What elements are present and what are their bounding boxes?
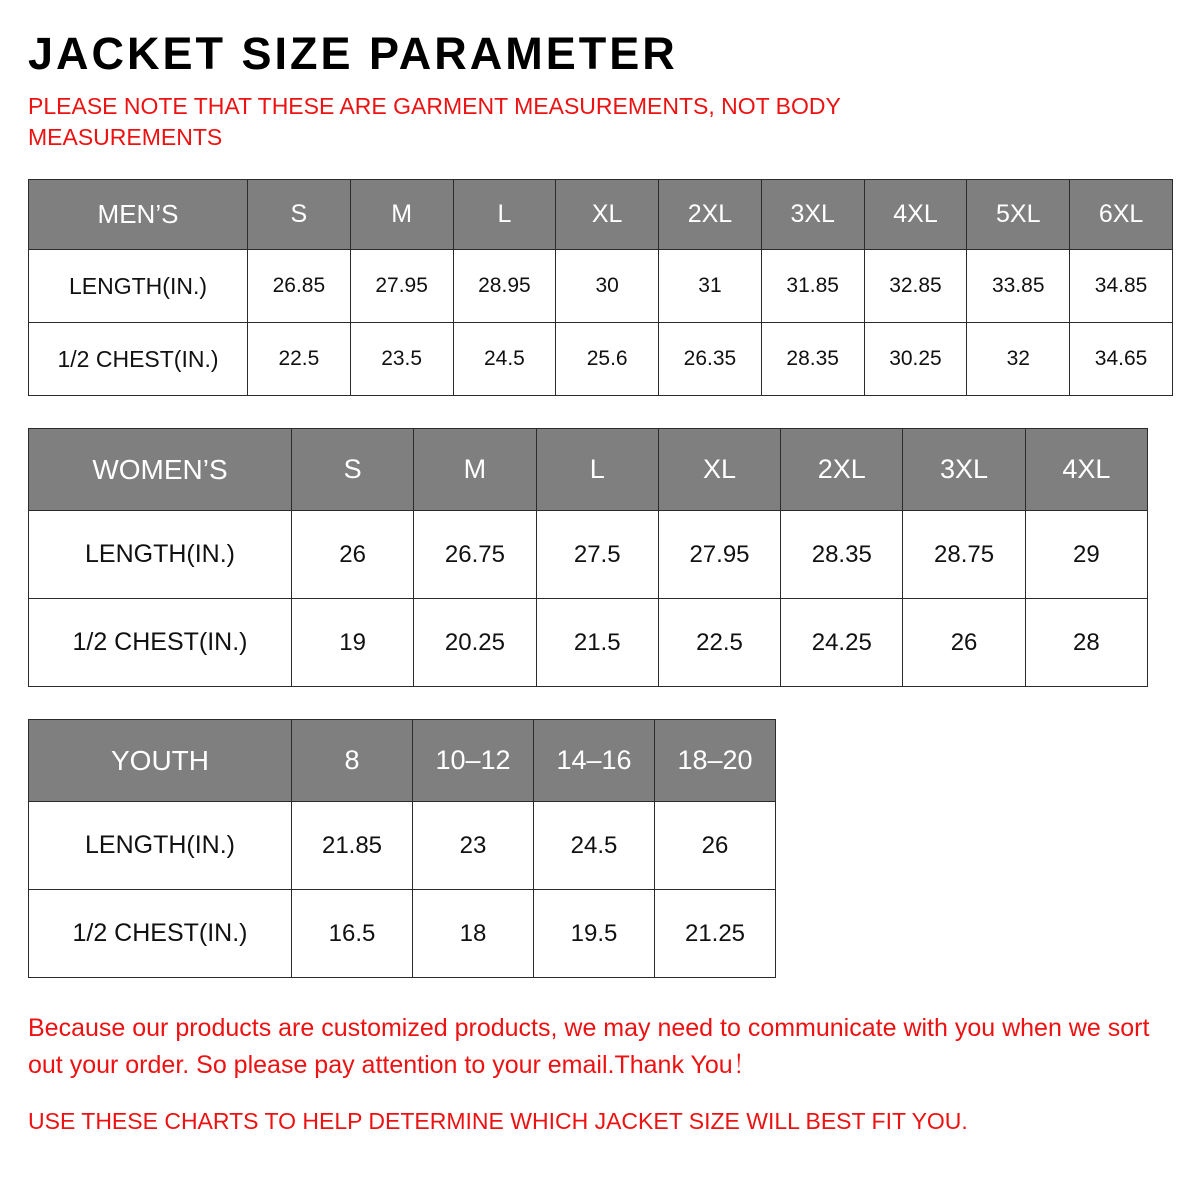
measurement-cell: 18 — [413, 890, 534, 978]
measurement-cell: 31 — [659, 250, 762, 323]
measurement-cell: 26 — [903, 599, 1025, 687]
chart-usage-note: USE THESE CHARTS TO HELP DETERMINE WHICH JACKET SIZE WILL BEST FIT YOU. — [28, 1107, 968, 1134]
size-header-cell: 2XL — [781, 429, 903, 511]
size-header-cell: 5XL — [967, 180, 1070, 250]
measurement-cell: 22.5 — [248, 323, 351, 396]
womens-table-body — [29, 429, 1148, 687]
measurement-cell: 26 — [655, 802, 776, 890]
row-label: LENGTH(IN.) — [29, 250, 248, 323]
measurement-cell: 26.35 — [659, 323, 762, 396]
page-title: JACKET SIZE PARAMETER — [28, 28, 678, 79]
row-label: LENGTH(IN.) — [29, 511, 292, 599]
measurement-cell: 32.85 — [864, 250, 967, 323]
measurement-cell: 26.85 — [248, 250, 351, 323]
table-row — [29, 250, 1173, 323]
measurement-cell: 34.85 — [1070, 250, 1173, 323]
table-row — [29, 599, 1148, 687]
mens-size-table — [28, 179, 1173, 396]
measurement-cell: 24.5 — [453, 323, 556, 396]
measurement-cell: 32 — [967, 323, 1070, 396]
measurement-note: PLEASE NOTE THAT THESE ARE GARMENT MEASUREMENTS, NOT BODY MEASUREMENTS — [28, 93, 841, 151]
size-header-cell: S — [248, 180, 351, 250]
table-header-row — [29, 180, 1173, 250]
row-label: 1/2 CHEST(IN.) — [29, 323, 248, 396]
size-header-cell: S — [292, 429, 414, 511]
mens-table-body — [29, 180, 1173, 396]
size-header-cell: 18–20 — [655, 720, 776, 802]
mens-table-label: MEN’S — [29, 180, 248, 250]
table-header-row — [29, 720, 776, 802]
measurement-cell: 21.25 — [655, 890, 776, 978]
size-header-cell: 8 — [292, 720, 413, 802]
measurement-cell: 28.75 — [903, 511, 1025, 599]
row-label: 1/2 CHEST(IN.) — [29, 890, 292, 978]
measurement-cell: 21.85 — [292, 802, 413, 890]
measurement-cell: 23.5 — [350, 323, 453, 396]
table-row — [29, 511, 1148, 599]
customization-note: Because our products are customized products, we may need to communicate with you when we sort out your order. So please pay attention to your email.Thank You！ — [28, 1014, 1150, 1079]
measurement-cell: 29 — [1025, 511, 1147, 599]
row-label: LENGTH(IN.) — [29, 802, 292, 890]
row-label: 1/2 CHEST(IN.) — [29, 599, 292, 687]
size-header-cell: 2XL — [659, 180, 762, 250]
measurement-cell: 19 — [292, 599, 414, 687]
measurement-cell: 33.85 — [967, 250, 1070, 323]
womens-table-label: WOMEN’S — [29, 429, 292, 511]
youth-size-table — [28, 719, 776, 978]
measurement-cell: 30.25 — [864, 323, 967, 396]
youth-table-body — [29, 720, 776, 978]
youth-table-label: YOUTH — [29, 720, 292, 802]
measurement-cell: 30 — [556, 250, 659, 323]
measurement-cell: 27.5 — [536, 511, 658, 599]
size-header-cell: 14–16 — [534, 720, 655, 802]
size-header-cell: M — [350, 180, 453, 250]
measurement-cell: 24.5 — [534, 802, 655, 890]
measurement-cell: 28.35 — [761, 323, 864, 396]
table-row — [29, 802, 776, 890]
measurement-cell: 19.5 — [534, 890, 655, 978]
table-row — [29, 323, 1173, 396]
measurement-cell: 27.95 — [350, 250, 453, 323]
measurement-cell: 20.25 — [414, 599, 536, 687]
measurement-cell: 23 — [413, 802, 534, 890]
measurement-cell: 31.85 — [761, 250, 864, 323]
size-header-cell: 4XL — [864, 180, 967, 250]
size-header-cell: 10–12 — [413, 720, 534, 802]
measurement-cell: 26.75 — [414, 511, 536, 599]
size-header-cell: 3XL — [903, 429, 1025, 511]
measurement-cell: 27.95 — [658, 511, 780, 599]
measurement-cell: 25.6 — [556, 323, 659, 396]
measurement-cell: 28.95 — [453, 250, 556, 323]
size-header-cell: 3XL — [761, 180, 864, 250]
size-header-cell: M — [414, 429, 536, 511]
measurement-cell: 26 — [292, 511, 414, 599]
womens-size-table — [28, 428, 1148, 687]
size-header-cell: 4XL — [1025, 429, 1147, 511]
measurement-cell: 22.5 — [658, 599, 780, 687]
table-row — [29, 890, 776, 978]
measurement-cell: 28.35 — [781, 511, 903, 599]
size-header-cell: XL — [658, 429, 780, 511]
size-header-cell: XL — [556, 180, 659, 250]
measurement-cell: 21.5 — [536, 599, 658, 687]
measurement-cell: 28 — [1025, 599, 1147, 687]
size-header-cell: L — [453, 180, 556, 250]
size-header-cell: L — [536, 429, 658, 511]
measurement-cell: 24.25 — [781, 599, 903, 687]
size-header-cell: 6XL — [1070, 180, 1173, 250]
table-header-row — [29, 429, 1148, 511]
measurement-cell: 34.65 — [1070, 323, 1173, 396]
measurement-cell: 16.5 — [292, 890, 413, 978]
